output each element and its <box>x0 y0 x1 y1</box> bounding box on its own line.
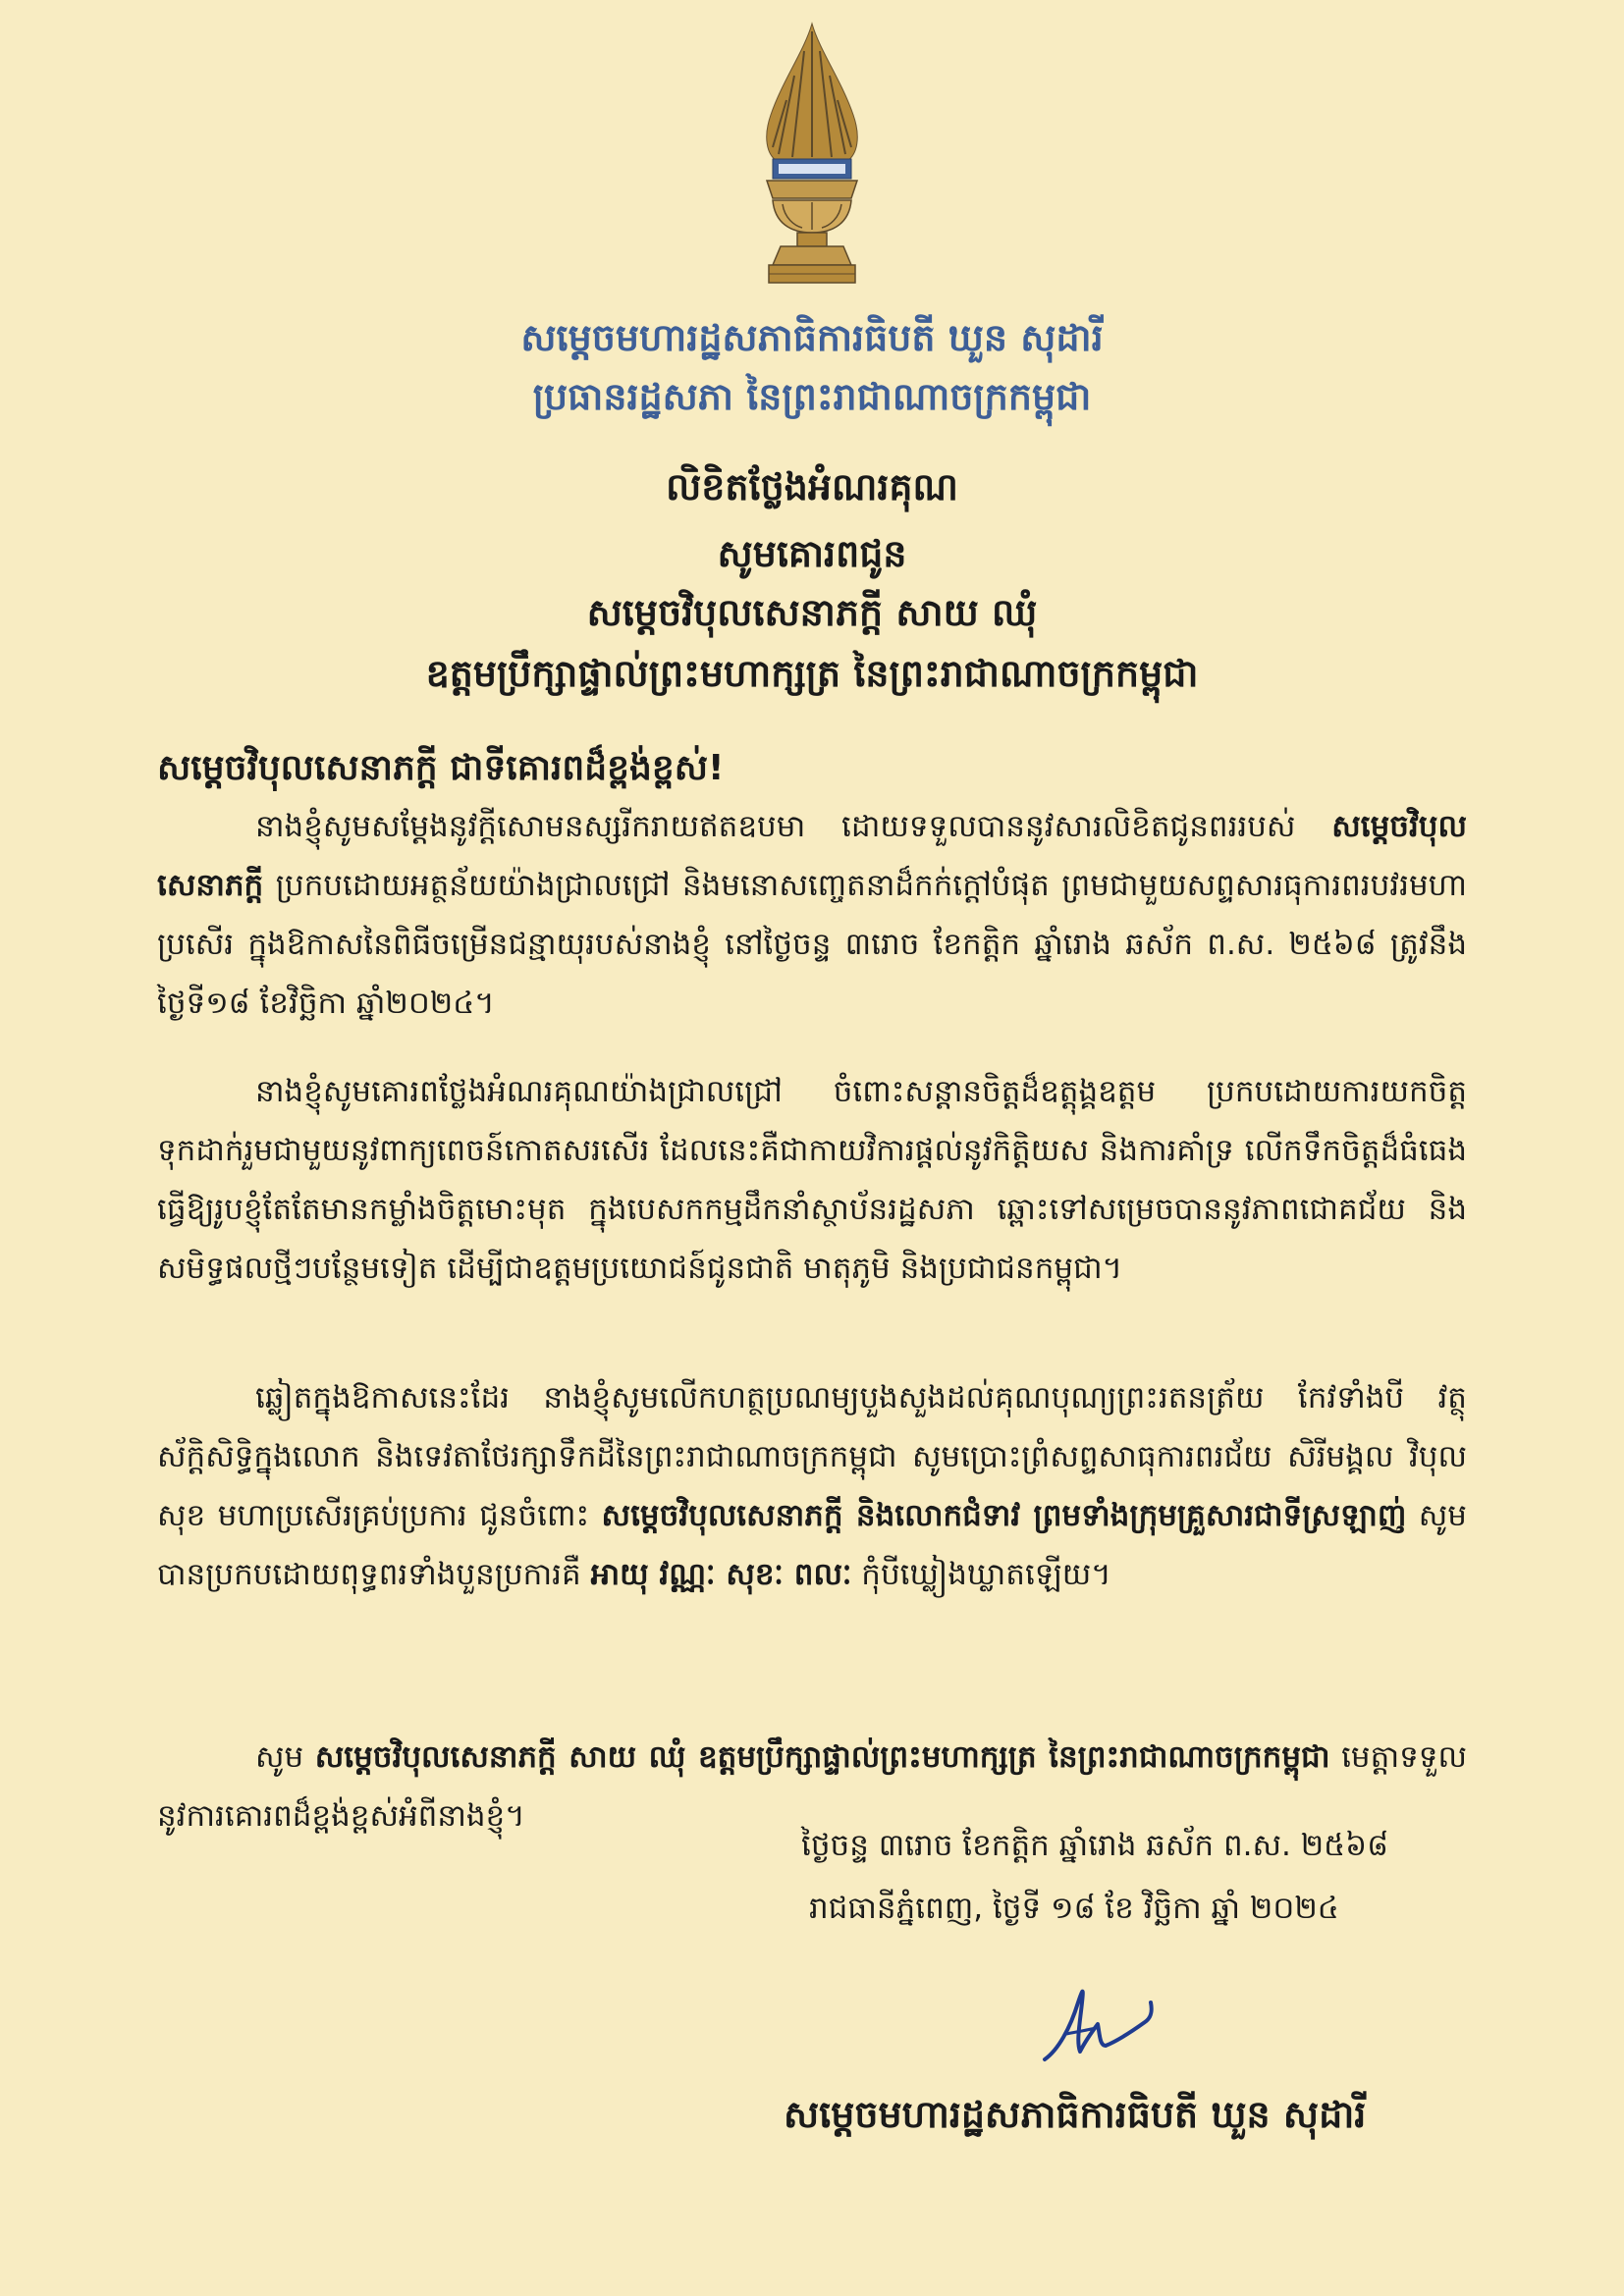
signer-name: សម្តេចមហារដ្ឋសភាធិការធិបតី ឃួន សុដារី <box>784 2093 1367 2136</box>
body-paragraph-3 <box>157 1368 1467 1604</box>
paragraph-bold-text: សម្តេចវិបុលសេនាភក្តី សាយ ឈុំ ឧត្តមប្រឹក្សាផ្ទាល់ព្រះមហាក្សត្រ នៃព្រះរាជាណាចក្រកម្ពុជា <box>314 1739 1330 1775</box>
addressee-label: សូមគោរពជូន <box>717 532 907 575</box>
sender-name: សម្តេចមហារដ្ឋសភាធិការធិបតី ឃួន សុដារី <box>520 316 1104 359</box>
body-paragraph-1 <box>157 797 1467 1033</box>
paragraph-bold-text: អាយុ វណ្ណៈ សុខៈ ពលៈ <box>590 1557 852 1592</box>
paragraph-text: ឆ្លៀតក្នុងឱកាសនេះដែរ នាងខ្ញុំសូមលើកហត្ថប្រណម្យបួងសួងដល់គុណបុណ្យព្រះរតនត្រ័យ កែវទាំងបី វត្ថុស័ក្តិសិទ្ធិក្នុងលោក និងទេវតាថែរក្សាទឹកដីនៃព្រះរាជាណាចក្រកម្ពុជា សូមប្រោះព្រំសព្ទសាធុការពរជ័យ សិរីមង្គល វិបុលសុខ មហាប្រសើរគ្រប់ប្រការ ជូនចំពោះ <box>157 1380 1467 1533</box>
paragraph-bold-text: សម្តេចវិបុលសេនាភក្តី និងលោកជំទាវ ព្រមទាំងក្រុមគ្រួសារជាទីស្រឡាញ់ <box>601 1498 1407 1533</box>
recipient-name: សម្តេចវិបុលសេនាភក្តី សាយ ឈុំ <box>586 591 1038 634</box>
lunar-date: ថ្ងៃចន្ទ ៣រោច ខែកត្តិក ឆ្នាំរោង ឆស័ក ព.ស. ២៥៦៨ <box>801 1828 1389 1863</box>
paragraph-text: កុំបីឃ្លៀងឃ្លាតឡើយ។ <box>851 1557 1111 1592</box>
salutation: សម្តេចវិបុលសេនាភក្តី ជាទីគោរពដ៏ខ្ពង់ខ្ពស់! <box>157 748 725 788</box>
sender-title: ប្រធានរដ្ឋសភា នៃព្រះរាជាណាចក្រកម្ពុជា <box>532 375 1092 418</box>
paragraph-text: មេត្តាទទួលនូវការគោរពដ៏ខ្ពង់ខ្ពស់អំពីនាងខ្ញុំ។ <box>157 1739 1467 1834</box>
body-paragraph-2: នាងខ្ញុំសូមគោរពថ្លែងអំណរគុណយ៉ាងជ្រាលជ្រៅ ចំពោះសន្តានចិត្តដ៏ឧត្តុង្គឧត្តម ប្រកបដោយការយកចិត្តទុកដាក់រួមជាមួយនូវពាក្យពេចន៍កោតសរសើរ ដែលនេះគឺជាកាយវិការផ្តល់នូវកិត្តិយស និងការគាំទ្រ លើកទឹកចិត្តដ៏ធំធេង ធ្វើឱ្យរូបខ្ញុំតែតែមានកម្លាំងចិត្តមោះមុត ក្នុងបេសកកម្មដឹកនាំស្ថាប័នរដ្ឋសភា ឆ្ពោះទៅសម្រេចបាននូវភាពជោគជ័យ និងសមិទ្ធផលថ្មីៗបន្ថែមទៀត ដើម្បីជាឧត្តមប្រយោជន៍ជូនជាតិ មាតុភូមិ និងប្រជាជនកម្ពុជា។ <box>157 1074 1467 1286</box>
paragraph-text: នាងខ្ញុំសូមសម្តែងនូវក្តីសោមនស្សរីករាយឥតឧបមា ដោយទទួលបាននូវសារលិខិតជូនពររបស់ <box>255 809 1332 844</box>
paragraph-text: សូម <box>255 1739 315 1775</box>
signature-mark <box>1037 1973 1194 2071</box>
letter-title: លិខិតថ្លែងអំណរគុណ <box>666 465 958 508</box>
emblem-icon <box>743 22 881 296</box>
paragraph-text: ប្រកបដោយអត្ថន័យយ៉ាងជ្រាលជ្រៅ និងមនោសញ្ចេតនាដ៏កក់ក្តៅបំផុត ព្រមជាមួយសព្ទសារធុការពរបវរមហាប្រសើរ ក្នុងឱកាសនៃពិធីចម្រើនជន្មាយុរបស់នាងខ្ញុំ នៅថ្ងៃចន្ទ ៣រោច ខែកត្តិក ឆ្នាំរោង ឆស័ក ព.ស. ២៥៦៨ ត្រូវនឹងថ្ងៃទី១៨ ខែវិច្ឆិកា ឆ្នាំ២០២៤។ <box>157 868 1467 1021</box>
paragraph-bold-text: សម្តេចវិបុលសេនាភក្តី <box>157 809 1467 903</box>
recipient-title: ឧត្តមប្រឹក្សាផ្ទាល់ព្រះមហាក្សត្រ នៃព្រះរាជាណាចក្រកម្ពុជា <box>425 652 1199 695</box>
paragraph-text: សូមបានប្រកបដោយពុទ្ធពរទាំងបួនប្រការគឺ <box>157 1498 1467 1592</box>
solar-date: រាជធានីភ្នំពេញ, ថ្ងៃទី ១៨ ខែ វិច្ឆិកា ឆ្នាំ ២០២៤ <box>809 1891 1339 1926</box>
